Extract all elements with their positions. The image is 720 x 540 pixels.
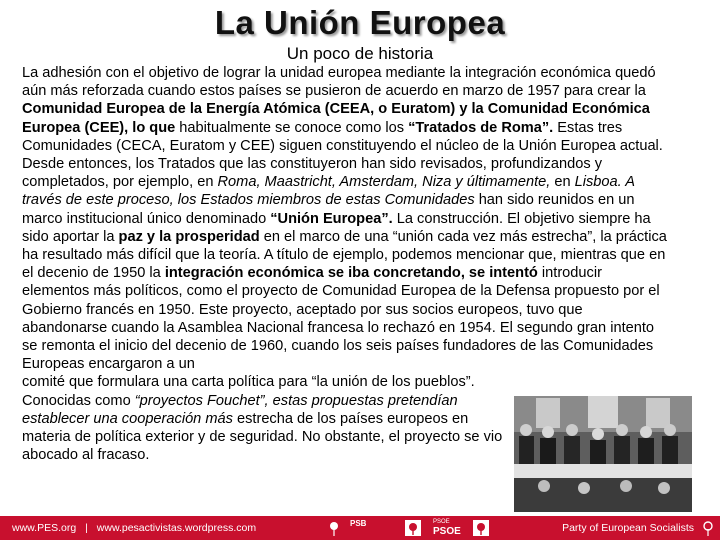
text-segment: Conocidas como xyxy=(22,392,135,409)
text-segment: introducir elementos más políticos, como el proyecto de Comunidad Europea de la Defensa propuesto por el Gobierno francés en 1950. Este proyecto, aceptado por sus socios europeos, tuvo que abandonarse cuando la Asamblea Nacional francesa lo rechazó en 1954. El segundo gran intento se remonta el inicio del decenio de 1960, cuando los seis países fundadores de las Comunidades Europeas encargaron a un xyxy=(22,265,660,373)
party-name: Party of European Socialists xyxy=(562,522,694,534)
narrow-paragraph xyxy=(22,373,518,464)
photo-illustration xyxy=(514,396,692,512)
text-segment: han sido reunidos en un marco institucional único denominado xyxy=(22,192,635,227)
footer-links xyxy=(12,522,256,534)
rose-fist-icon xyxy=(404,519,422,537)
psb-logo: PSB xyxy=(350,519,367,528)
psoe-logo-text: PSOE xyxy=(433,526,461,537)
slide-title: La Unión Europea xyxy=(214,4,506,41)
main-paragraph xyxy=(22,64,670,373)
text-segment-italic: Lisboa. A través de este proceso, los Estados miembros de estas Comunidades xyxy=(22,174,635,209)
text-segment: en xyxy=(550,174,575,191)
text-segment: en el marco de una “unión cada vez más estrecha”, la práctica ha resultado más difícil que la teoría. A título de ejemplo, podemos mencionar que, mientras que en el decenio de 1950 la xyxy=(22,228,667,282)
text-segment-bold: integración económica se iba concretando, se intentó xyxy=(164,265,538,282)
text-segment: estrecha de los países europeos en materia de política exterior y de seguridad. No obstante, el proyecto se vio abocado al fracaso. xyxy=(22,410,503,464)
psoe-logo xyxy=(433,517,461,537)
text-segment-bold: “Tratados de Roma”. xyxy=(408,119,554,136)
text-segment: La adhesión con el objetivo de lograr la unidad europea mediante la integración económica quedó aún más reforzada cuando estos países se pusieron de acuerdo en marzo de 1957 para crear la xyxy=(22,65,656,100)
text-segment-bold: “Unión Europea”. xyxy=(270,210,393,227)
text-segment-bold: paz y la prosperidad xyxy=(118,228,260,245)
pes-rose-icon xyxy=(472,519,490,537)
pes-logo-icon xyxy=(700,520,716,536)
pes-website-link[interactable]: www.PES.org xyxy=(12,522,77,534)
rose-icon xyxy=(326,520,342,536)
footer-separator: | xyxy=(85,522,88,534)
text-segment-italic: Roma, Maastricht, Amsterdam, Niza y últimamente, xyxy=(217,174,551,191)
psoe-logo-small: PSOE xyxy=(433,519,450,525)
pes-activists-link[interactable]: www.pesactivistas.wordpress.com xyxy=(96,522,257,534)
text-segment: La construcción. El objetivo siempre ha sido aportar la xyxy=(22,210,651,245)
slide-subtitle: Un poco de historia xyxy=(286,44,434,63)
text-segment-italic: “proyectos Fouchet”, estas propuestas pretendían establecer una cooperación más xyxy=(22,392,458,427)
text-segment: Estas tres Comunidades (CECA, Euratom y CEE) siguen constituyendo el núcleo de la Unión Europea actual. Desde entonces, los Tratados que las constituyeron han sido revisados, profundizandos y completados, por ejemplo, en xyxy=(22,119,663,191)
text-segment-bold: Comunidad Europea de la Energía Atómica (CEEA, o Euratom) y la Comunidad Económica Europea (CEE), lo que xyxy=(22,101,650,136)
treaty-signing-photo xyxy=(514,396,692,512)
text-segment: habitualmente se conoce como los xyxy=(175,119,409,136)
footer-bar xyxy=(0,516,720,540)
text-segment: comité que formulara una carta política para “la unión de los pueblos”. xyxy=(22,374,475,391)
